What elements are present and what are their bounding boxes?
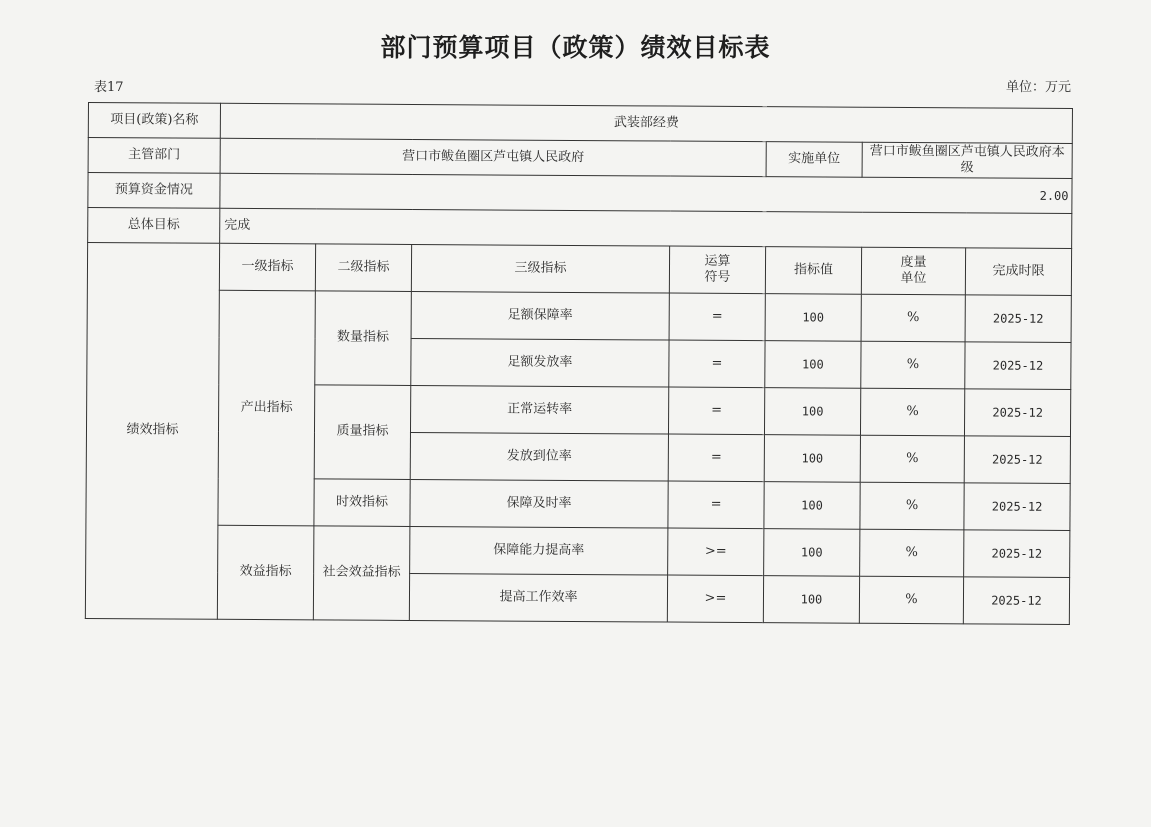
perf-label: 绩效指标 xyxy=(85,243,219,620)
overall-goal-row xyxy=(88,208,1072,249)
indicator-name: 足额发放率 xyxy=(411,338,669,387)
indicator-deadline: 2025-12 xyxy=(964,530,1070,578)
indicator-value: 100 xyxy=(765,294,861,342)
header-unit xyxy=(861,247,965,295)
group-benefit: 效益指标 xyxy=(217,525,314,620)
indicator-unit: % xyxy=(859,576,963,624)
header-level1: 一级指标 xyxy=(219,243,315,291)
indicator-deadline: 2025-12 xyxy=(965,342,1071,390)
indicator-value: 100 xyxy=(764,529,860,577)
header-level2: 二级指标 xyxy=(315,244,411,292)
project-name-row xyxy=(88,103,1072,144)
indicator-unit: % xyxy=(860,482,964,530)
indicator-deadline: 2025-12 xyxy=(965,295,1071,343)
group-social: 社会效益指标 xyxy=(313,526,410,621)
budget-row xyxy=(88,173,1072,214)
table-number: 表17 xyxy=(94,80,124,95)
indicator-name: 保障能力提高率 xyxy=(410,526,668,575)
group-quality: 质量指标 xyxy=(314,385,411,480)
indicator-name: 发放到位率 xyxy=(410,432,668,481)
header-operator-text: 运算符号 xyxy=(704,253,731,285)
indicator-name: 保障及时率 xyxy=(410,479,668,528)
project-name-value: 武装部经费 xyxy=(220,103,1072,143)
indicator-unit: % xyxy=(861,341,965,389)
indicator-op: = xyxy=(668,387,764,435)
indicator-op: = xyxy=(668,434,764,482)
dept-row xyxy=(88,138,1072,179)
indicator-op: = xyxy=(669,340,765,388)
indicator-deadline: 2025-12 xyxy=(963,577,1069,625)
impl-unit-value: 营口市鲅鱼圈区芦屯镇人民政府本级 xyxy=(862,142,1072,178)
indicator-op: >= xyxy=(668,528,764,576)
dept-label: 主管部门 xyxy=(88,138,220,174)
header-operator xyxy=(669,246,765,294)
indicator-name: 足额保障率 xyxy=(411,291,669,340)
indicator-op: = xyxy=(669,293,765,341)
indicator-unit: % xyxy=(860,388,964,436)
indicator-value: 100 xyxy=(764,435,860,483)
indicator-deadline: 2025-12 xyxy=(964,389,1070,437)
group-timeliness: 时效指标 xyxy=(314,479,410,527)
header-level3: 三级指标 xyxy=(411,244,669,293)
header-row xyxy=(87,243,1071,296)
table-row xyxy=(86,524,1070,577)
budget-label: 预算资金情况 xyxy=(88,173,220,209)
indicator-unit: % xyxy=(861,294,965,342)
header-deadline: 完成时限 xyxy=(965,248,1071,296)
impl-unit-label: 实施单位 xyxy=(766,142,862,178)
indicator-deadline: 2025-12 xyxy=(964,436,1070,484)
overall-goal-value: 完成 xyxy=(220,208,1072,248)
indicator-unit: % xyxy=(860,435,964,483)
dept-value: 营口市鲅鱼圈区芦屯镇人民政府 xyxy=(220,138,766,176)
indicator-value: 100 xyxy=(764,482,860,530)
table-row xyxy=(87,289,1071,342)
indicator-deadline: 2025-12 xyxy=(964,483,1070,531)
indicator-name: 正常运转率 xyxy=(410,385,668,434)
overall-goal-label: 总体目标 xyxy=(88,208,220,244)
indicator-value: 100 xyxy=(763,576,859,624)
indicator-op: = xyxy=(668,481,764,529)
indicator-value: 100 xyxy=(765,341,861,389)
indicator-unit: % xyxy=(860,529,964,577)
budget-value: 2.00 xyxy=(220,173,1072,213)
group-output: 产出指标 xyxy=(218,290,315,526)
group-quantity: 数量指标 xyxy=(315,291,412,386)
indicator-value: 100 xyxy=(764,388,860,436)
performance-table xyxy=(85,102,1073,625)
page-title: 部门预算项目（政策）绩效目标表 xyxy=(380,33,771,62)
header-value: 指标值 xyxy=(765,247,861,295)
unit-label: 单位：万元 xyxy=(1005,80,1071,95)
indicator-op: >= xyxy=(667,575,763,623)
project-name-label: 项目(政策)名称 xyxy=(88,103,220,139)
indicator-name: 提高工作效率 xyxy=(409,573,667,622)
header-unit-text: 度量单位 xyxy=(900,254,927,287)
